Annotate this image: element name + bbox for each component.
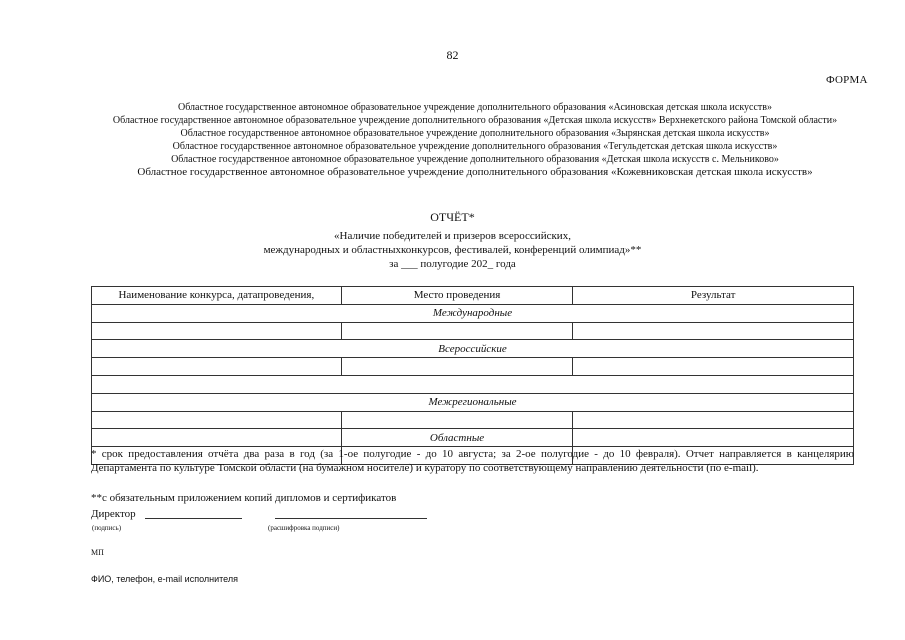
page-number: 82 bbox=[446, 48, 459, 62]
form-label: ФОРМА bbox=[826, 74, 868, 86]
report-period: за ___ полугодие 202_ года bbox=[389, 258, 516, 270]
table-cell bbox=[573, 322, 854, 340]
table-cell bbox=[573, 411, 854, 429]
table-cell bbox=[92, 375, 854, 393]
table-cell bbox=[341, 411, 573, 429]
section-label: Международные bbox=[92, 304, 854, 322]
column-header: Наименование конкурса, датапроведения, bbox=[92, 287, 342, 305]
table-header-row bbox=[92, 287, 854, 305]
table-cell bbox=[92, 358, 342, 376]
institution-line: Областное государственное автономное образовательное учреждение дополнительного образования «Кожевниковская детская школа искусств» bbox=[137, 166, 813, 178]
section-row bbox=[92, 393, 854, 411]
institution-line: Областное государственное автономное образовательное учреждение дополнительного образования «Детская школа искусств с. Мельниково» bbox=[171, 154, 779, 165]
section-row bbox=[92, 340, 854, 358]
institutions-block bbox=[85, 101, 865, 179]
column-header: Место проведения bbox=[341, 287, 573, 305]
report-subtitle bbox=[0, 229, 905, 271]
table-row bbox=[92, 411, 854, 429]
report-subtitle-line: «Наличие победителей и призеров всероссийских, bbox=[334, 230, 571, 242]
signature-caption: (подпись) bbox=[92, 524, 122, 532]
footnote-deadline: * срок предоставления отчёта два раза в год (за 1-ое полугодие - до 10 августа; за 2-ое полугодие - до 10 февраля). Отчет направляется в канцелярию Департамента по культуре Томской области (на бумажном носителе) и куратору по соответствующему направлению деятельности (по e-mail). bbox=[91, 448, 854, 474]
signature-line bbox=[145, 518, 242, 519]
table-row bbox=[92, 375, 854, 393]
institution-line: Областное государственное автономное образовательное учреждение дополнительного образования «Детская школа искусств» Верхнекетского района Томской области» bbox=[112, 115, 838, 126]
report-subtitle-line: международных и областныхконкурсов, фестивалей, конференций олимпиад»** bbox=[263, 244, 642, 256]
table-row bbox=[92, 322, 854, 340]
table-cell bbox=[92, 411, 342, 429]
section-label: Межрегиональные bbox=[92, 393, 854, 411]
table-cell bbox=[573, 358, 854, 376]
institution-line: Областное государственное автономное образовательное учреждение дополнительного образования «Тегульдетская детская школа искусств» bbox=[172, 141, 778, 152]
section-row bbox=[92, 429, 854, 447]
signature-decode-caption: (расшифровка подписи) bbox=[268, 524, 340, 532]
results-table bbox=[91, 286, 854, 465]
table-cell bbox=[573, 429, 854, 447]
stamp-label: МП bbox=[91, 548, 104, 557]
section-row bbox=[92, 304, 854, 322]
section-label: Всероссийские bbox=[92, 340, 854, 358]
institution-line: Областное государственное автономное образовательное учреждение дополнительного образования «Асиновская детская школа искусств» bbox=[177, 102, 773, 113]
institution-line: Областное государственное автономное образовательное учреждение дополнительного образования «Зырянская детская школа искусств» bbox=[180, 128, 770, 139]
footnote-attachments: **с обязательным приложением копий дипломов и сертификатов bbox=[91, 492, 397, 504]
table-row bbox=[92, 358, 854, 376]
table-cell bbox=[92, 429, 342, 447]
table-cell bbox=[341, 322, 573, 340]
table-cell bbox=[341, 358, 573, 376]
report-title: ОТЧЁТ* bbox=[430, 210, 475, 224]
director-label: Директор bbox=[91, 508, 136, 520]
column-header: Результат bbox=[573, 287, 854, 305]
table-cell bbox=[92, 322, 342, 340]
section-label: Областные bbox=[341, 429, 573, 447]
executor-label: ФИО, телефон, e-mail исполнителя bbox=[91, 574, 238, 584]
signature-decode-line bbox=[275, 518, 427, 519]
